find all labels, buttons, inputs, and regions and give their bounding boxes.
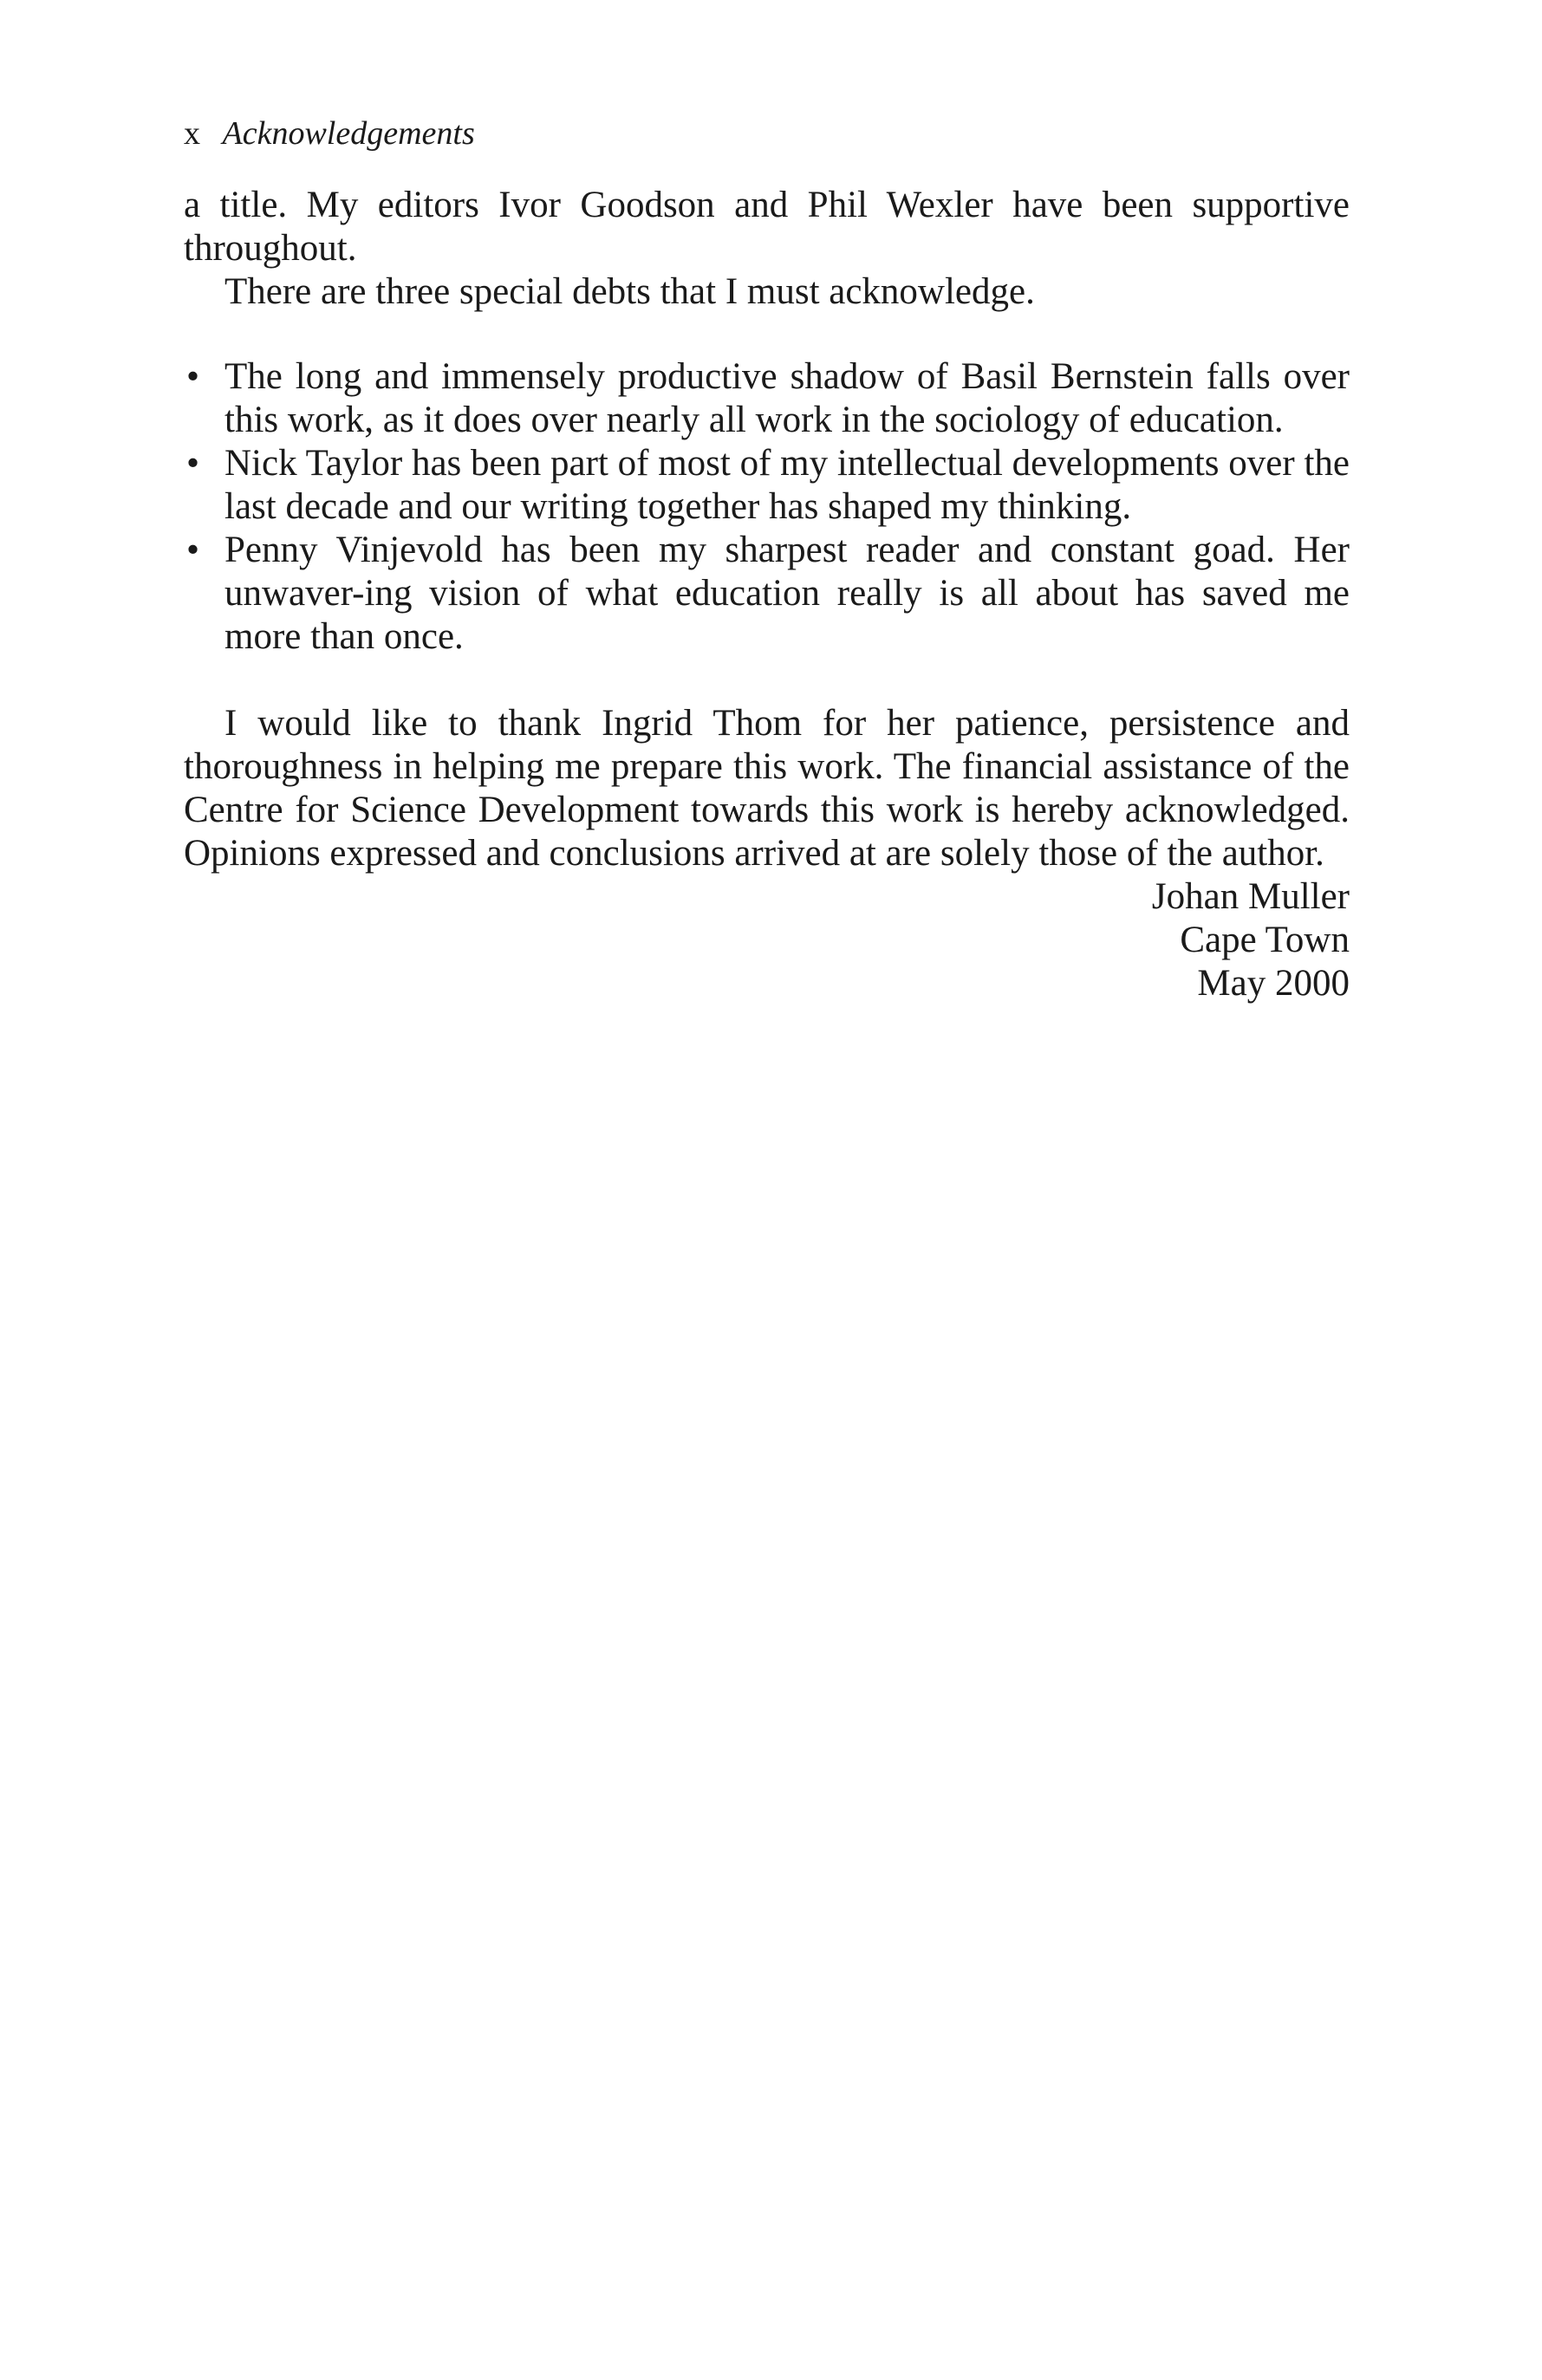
list-item-text: Penny Vinjevold has been my sharpest reader and constant goad. Her unwaver-ing vision of what education really is all about has saved me more than once.: [224, 530, 1350, 657]
continued-paragraph: a title. My editors Ivor Goodson and Phil Wexler have been supportive throughout.: [184, 185, 1350, 269]
acknowledgement-list: [184, 355, 1350, 659]
list-item-text: The long and immensely productive shadow of Basil Bernstein falls over this work, as it does over nearly all work in the sociology of education.: [224, 356, 1350, 440]
special-debts-paragraph: There are three special debts that I must acknowledge.: [224, 271, 1035, 312]
page-number: x: [184, 115, 200, 152]
running-head-title: Acknowledgements: [222, 115, 475, 152]
author-name: Johan Muller: [1151, 876, 1350, 917]
list-item: [184, 355, 1350, 442]
page-content: [184, 109, 1350, 1005]
bullet-marker: •: [186, 443, 200, 484]
list-item: [184, 529, 1350, 659]
bullet-marker: •: [186, 530, 200, 570]
bullet-marker: •: [186, 356, 200, 397]
list-item: [184, 442, 1350, 529]
author-date: May 2000: [1197, 963, 1350, 1004]
author-place: Cape Town: [1180, 920, 1350, 960]
list-item-text: Nick Taylor has been part of most of my intellectual developments over the last decade and our writing together has shaped my thinking.: [224, 443, 1350, 527]
signature-block: [184, 875, 1350, 1005]
closing-paragraph: I would like to thank Ingrid Thom for her patience, persistence and thoroughness in helping me prepare this work. The financial assistance of the Centre for Science Development towards this work is hereby acknowledged. Opinions expressed and conclusions arrived at are solely those of the author.: [184, 703, 1350, 874]
running-head: [184, 109, 1350, 158]
